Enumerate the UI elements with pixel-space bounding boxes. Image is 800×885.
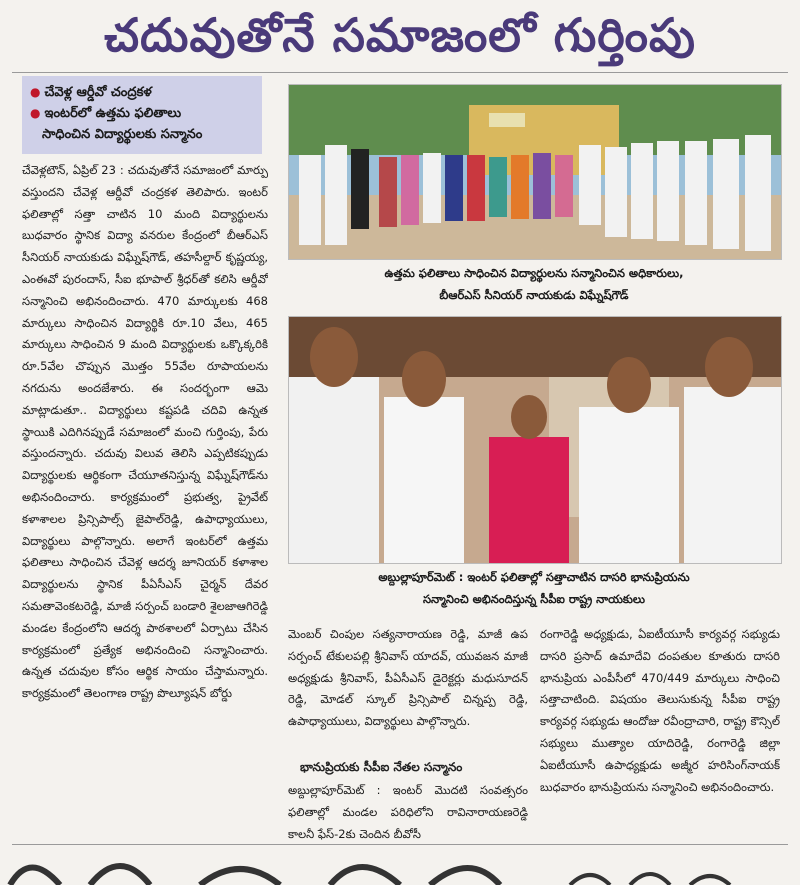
caption-photo-2: అబ్దుల్లాపూర్‌మెట్‌ : ఇంటర్‌ ఫలితాల్లో సత్తాచాటిన దాసరి భానుప్రియను సన్మానించి అభినందిస్తున్న సీపీఐ రాష్ట్ర నాయకులు <box>378 570 690 606</box>
caption-photo-1: ఉత్తమ ఫలితాలు సాధించిన విద్యార్థులను సన్మానించిన అధికారులు, బీఆర్‌ఎస్‌ సీనియర్‌ నాయకుడు విఘ్నేష్‌గౌడ్‌ <box>384 266 684 302</box>
right-column: రంగారెడ్డి అధ్యక్షుడు, ఏఐటీయూసీ కార్యవర్గ సభ్యుడు దాసరి ప్రసాద్‌ ఉమాదేవి దంపతుల కూతురు దాసరి భానుప్రియ ఎంపీసీలో 470/449 మార్కులు సాధించి సత్తాచాటింది. విషయం తెలుసుకున్న సీపీఐ రాష్ట్ర కార్యవర్గ సభ్యుడు ఆందోజు రవీంద్రాచారి, రాష్ట్ర కౌన్సిల్‌ సభ్యులు ముత్యాల యాదిరెడ్డి, రంగారెడ్డి జిల్లా ఏఐటీయూసీ ఉపాధ్యక్షుడు అజ్మీర హరిసింగ్‌నాయక్‌ బుధవారం భానుప్రియను సన్మానించి అభినందించారు. <box>540 627 780 794</box>
subhead-box <box>22 76 262 154</box>
bullet-icon: ● <box>30 85 41 99</box>
left-column-text: చేవెళ్లటౌన్‌, ఏప్రిల్‌ 23 : చదువుతోనే సమాజంలో మార్పు వస్తుందని చేవెళ్ల ఆర్డీవో చంద్రకళ తెలిపారు. ఇంటర్‌ ఫలితాల్లో సత్తా చాటిన 10 మంది విద్యార్థులను బుధవారం స్థానిక విద్యా వనరుల కేంద్రంలో బీఆర్‌ఎస్‌ సీనియర్‌ నాయకుడు విఘ్నేష్‌గౌడ్‌, తహసీల్దార్‌ కృష్ణయ్య, ఎంఈవో పురందాస్‌, సీఐ భూపాల్‌ శ్రీధర్‌తో కలిసి ఆర్డీవో సన్మానించి అభినందించారు. 470 మార్కులకు 468 మార్కులు సాధించిన విద్యార్థికి రూ.10 వేలు, 465 మార్కులు సాధించిన 9 మంది విద్యార్థులకు ఒక్కొక్కరికి రూ.5వేల చొప్పున మొత్తం 55వేల రూపాయలను నగదును అందజేశారు. ఈ సందర్భంగా ఆమె మాట్లాడుతూ.. విద్యార్థులు కష్టపడి చదివి ఉన్నత స్థాయికి ఎదిగినప్పుడే సమాజంలో మంచి గుర్తింపు, పేరు వస్తుందన్నారు. చదువు విలువ తెలిసి ఎప్పటికప్పుడు విద్యార్థులకు ఆర్థికంగా చేయూతనిస్తున్న విఘ్నేష్‌గౌడ్‌ను అభినందించారు. కార్యక్రమంలో ప్రభుత్వ, ప్రైవేట్‌ కళాశాలల ప్రిన్సిపాల్స్‌ జైపాల్‌రెడ్డి, ఉపాధ్యాయులు, విద్యార్థులు పాల్గొన్నారు. అలాగే ఇంటర్‌లో ఉత్తమ ఫలితాలు సాధించిన చేవెళ్ల ఆదర్శ జూనియర్‌ కళాశాల విద్యార్థులను స్థానిక పీఏసీఎస్‌ చైర్మన్‌ దేవర సమతావెంకటరెడ్డి, మాజీ సర్పంచ్‌ బండారి శైలజాఆగిరెడ్డి మండల కేంద్రంలోని ఆదర్శ పాఠశాలలో ఏర్పాటు చేసిన కార్యక్రమంలో ప్రత్యేక అభినందించి సన్మానించారు. ఉన్నత చదువుల కోసం ఆర్థిక సాయం చేస్తామన్నారు. కార్యక్రమంలో తెలంగాణ రాష్ట్ర పొల్యూషన్‌ బోర్డు <box>22 163 268 701</box>
subhead-3: సాధించిన విద్యార్థులకు సన్మానం <box>42 127 203 142</box>
middle-column-bottom: అబ్దుల్లాపూర్‌మెట్‌ : ఇంటర్‌ మొదటి సంవత్సరం ఫలితాల్లో మండల పరిధిలోని రావినారాయణరెడ్డి కాలనీ ఫేస్‌-2కు చెందిన బీవోసీ <box>288 783 528 841</box>
headline-rule <box>12 72 788 73</box>
next-headline-strip <box>0 845 800 885</box>
left-column <box>22 160 268 842</box>
subhead-2: ● ఇంటర్‌లో ఉత్తమ ఫలితాలు <box>30 106 182 121</box>
subhead-1: ● చేవెళ్ల ఆర్డీవో చంద్రకళ <box>30 85 152 100</box>
bullet-icon: ● <box>30 106 41 120</box>
group-photo <box>288 84 782 260</box>
felicitation-photo <box>288 316 782 564</box>
middle-column-top: మెంబర్‌ చింపుల సత్యనారాయణ రెడ్డి, మాజీ ఉప సర్పంచ్‌ టేకులపల్లి శ్రీనివాస్‌ యాదవ్‌, యువజన మాజీ అధ్యక్షుడు శ్రీనివాస్‌, పీఏసీఎస్‌ డైరెక్టర్లు మధుసూదన్‌ రెడ్డి, మోడల్‌ స్కూల్‌ ప్రిన్సిపాల్‌ చిన్నప్ప రెడ్డి, ఉపాధ్యాయులు, విద్యార్థులు పాల్గొన్నారు. <box>288 627 528 729</box>
headline: చదువుతోనే సమాజంలో గుర్తింపు <box>104 8 696 62</box>
crosshead: భానుప్రియకు సీపీఐ నేతల సన్మానం <box>300 760 463 774</box>
